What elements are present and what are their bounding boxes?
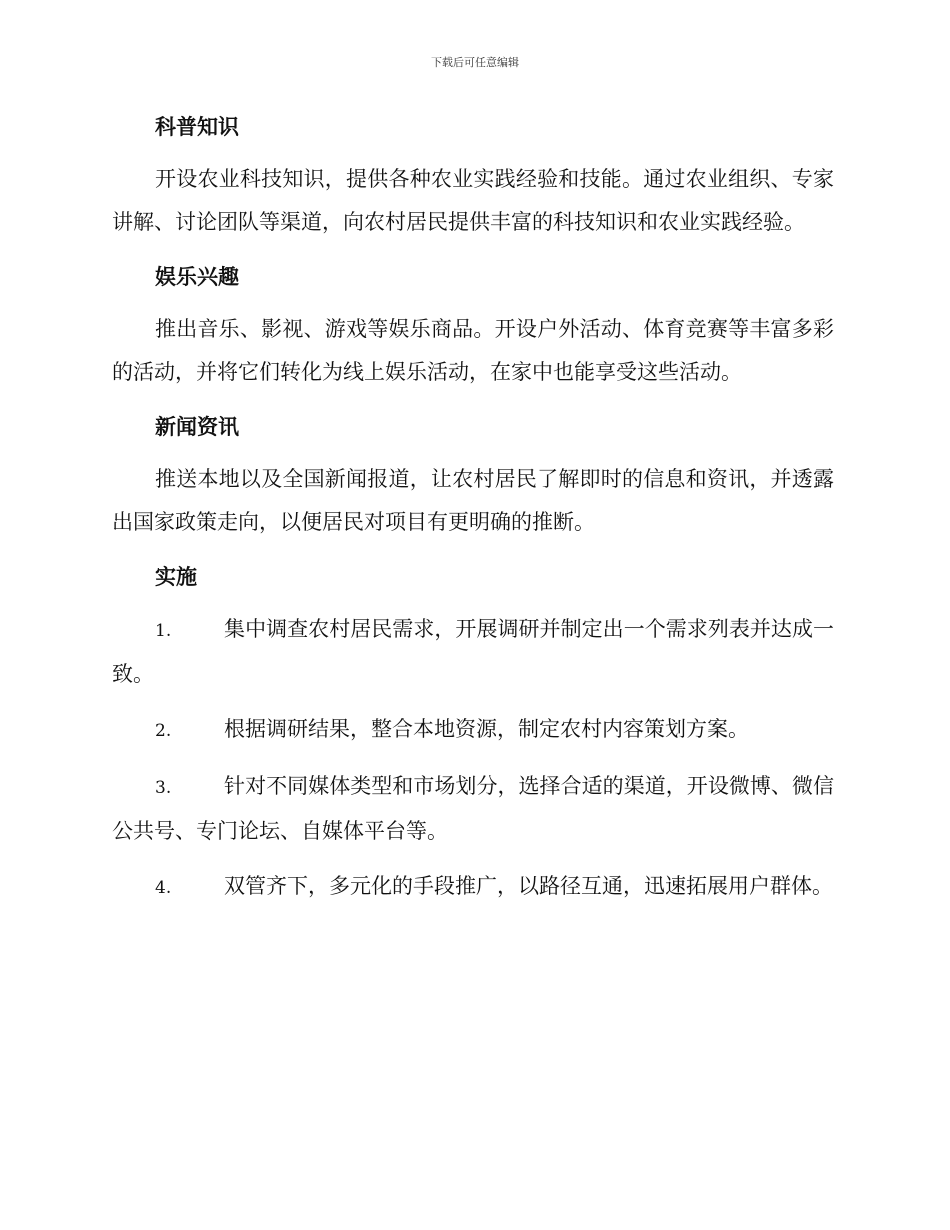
- list-item-text: 根据调研结果，整合本地资源，制定农村内容策划方案。: [224, 717, 749, 741]
- list-item: [112, 865, 834, 910]
- list-item-text: 针对不同媒体类型和市场划分，选择合适的渠道，开设微博、微信公共号、专门论坛、自媒体平台等。: [112, 774, 834, 843]
- list-item-number: 1.: [155, 621, 172, 641]
- section-heading-entertainment: 娱乐兴趣: [155, 265, 239, 289]
- list-item-number: 4.: [155, 878, 172, 898]
- section-heading-news: 新闻资讯: [155, 415, 239, 439]
- list-item-text: 集中调查农村居民需求，开展调研并制定出一个需求列表并达成一致。: [112, 617, 834, 686]
- section-paragraph-entertainment: 推出音乐、影视、游戏等娱乐商品。开设户外活动、体育竞赛等丰富多彩的活动，并将它们转化为线上娱乐活动，在家中也能享受这些活动。: [112, 317, 834, 384]
- list-item: [112, 608, 834, 696]
- section-paragraph-news: 推送本地以及全国新闻报道，让农村居民了解即时的信息和资讯，并透露出国家政策走向，以便居民对项目有更明确的推断。: [112, 467, 834, 534]
- section-heading-science: 科普知识: [155, 115, 239, 139]
- list-item-number: 3.: [155, 778, 172, 798]
- list-item-number: 2.: [155, 721, 172, 741]
- list-item: [112, 708, 834, 753]
- section-heading-implementation: 实施: [155, 565, 197, 589]
- document-body: [112, 108, 834, 922]
- implementation-list: [112, 608, 834, 910]
- section-paragraph-science: 开设农业科技知识，提供各种农业实践经验和技能。通过农业组织、专家讲解、讨论团队等渠道，向农村居民提供丰富的科技知识和农业实践经验。: [112, 167, 834, 234]
- list-item-text: 双管齐下，多元化的手段推广，以路径互通，迅速拓展用户群体。: [224, 874, 833, 898]
- list-item: [112, 765, 834, 853]
- header-note: 下载后可任意编辑: [431, 56, 519, 69]
